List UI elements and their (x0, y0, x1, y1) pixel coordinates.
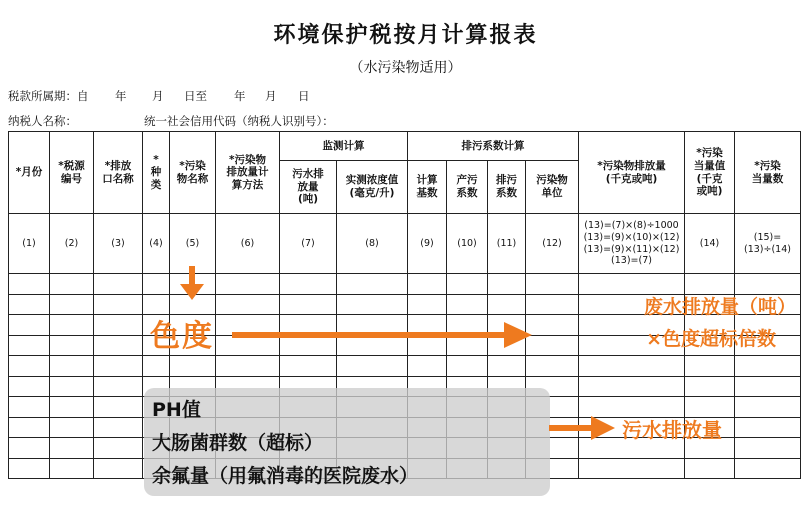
wastewater-volume-label: 废水排放量（吨） (643, 296, 796, 318)
col-number: (8) (337, 214, 408, 274)
col-number: (12) (526, 214, 579, 274)
col-number: (11) (488, 214, 526, 274)
arrow-down-icon (180, 266, 204, 302)
col-number: (3) (94, 214, 143, 274)
col-header-pollutant-unit: 污染物 单位 (526, 161, 579, 214)
page-title: 环境保护税按月计算报表 (273, 23, 538, 48)
color-multiple-label: ×色度超标倍数 (646, 328, 776, 350)
col-number: (5) (170, 214, 216, 274)
taxpayer-name-label: 纳税人名称： (8, 114, 77, 128)
color-label: 色度 (150, 319, 214, 354)
formula-13: (13)=(7)×(8)÷1000 (13)=(9)×(10)×(12) (13)=(9)×(11)×(12) (13)=(7) (579, 214, 685, 274)
group-header-monitoring: 监测计算 (280, 132, 408, 161)
sewage-volume-label: 污水排放量 (622, 418, 722, 442)
col-number: (1) (9, 214, 50, 274)
col-header-discharge-coeff: 排污 系数 (488, 161, 526, 214)
arrow-right-icon (232, 321, 534, 349)
date-field-month-start: 月 (152, 89, 164, 103)
col-header-pollutant-name: *污染 物名称 (170, 132, 216, 214)
col-number: (7) (280, 214, 337, 274)
col-number: (14) (685, 214, 735, 274)
col-header-category: * 种 类 (143, 132, 170, 214)
col-number: (15)=(13)÷(14) (735, 214, 801, 274)
col-number: (6) (216, 214, 280, 274)
date-field-day-end: 日 (298, 89, 310, 103)
col-number: (4) (143, 214, 170, 274)
date-field-year-start: 年 (115, 89, 127, 103)
col-number: (2) (50, 214, 94, 274)
col-number: (10) (447, 214, 488, 274)
date-field-month-end: 月 (265, 89, 277, 103)
date-field-year-end: 年 (234, 89, 246, 103)
date-field-day-to: 日至 (184, 89, 207, 103)
table-row (9, 274, 801, 295)
residual-chlorine-label: 余氟量（用氟消毒的医院废水） (152, 465, 419, 487)
arrow-right-icon (549, 416, 617, 440)
col-header-wastewater-volume: 污水排 放量 (吨) (280, 161, 337, 214)
coliform-label: 大肠菌群数（超标） (152, 432, 324, 454)
ph-value-label: PH值 (152, 399, 201, 421)
credit-code-label: 统一社会信用代码（纳税人识别号）： (144, 114, 334, 128)
col-header-month: *月份 (9, 132, 50, 214)
col-header-outlet-name: *排放 口名称 (94, 132, 143, 214)
col-number: (9) (408, 214, 447, 274)
page-subtitle: （水污染物适用） (349, 60, 462, 76)
table-row (9, 356, 801, 377)
group-header-emission-coeff: 排污系数计算 (408, 132, 579, 161)
col-header-measured-concentration: 实测浓度值 (毫克/升) (337, 161, 408, 214)
col-header-equivalent-value: *污染 当量值 (千克 或吨) (685, 132, 735, 214)
col-header-production-coeff: 产污 系数 (447, 161, 488, 214)
col-header-emission-amount: *污染物排放量 (千克或吨) (579, 132, 685, 214)
col-header-calc-base: 计算 基数 (408, 161, 447, 214)
col-header-calc-method: *污染物 排放量计 算方法 (216, 132, 280, 214)
col-header-equivalent-count: *污染 当量数 (735, 132, 801, 214)
col-header-source-id: *税源 编号 (50, 132, 94, 214)
tax-period-label: 税款所属期：自 (8, 89, 89, 103)
